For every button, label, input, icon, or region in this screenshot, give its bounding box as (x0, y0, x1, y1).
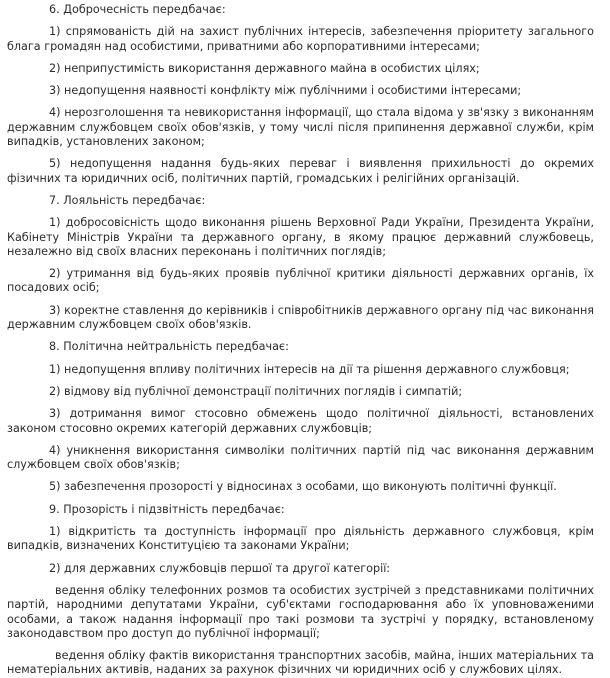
paragraph: 2) для державних службовців першої та другої категорії: (49, 561, 391, 575)
paragraph: 4) нерозголошення та невикористання інформації, що стала відома у зв'язку з виконанням державним службовцем своїх обов'язків, у тому числі після припинення державної служби, крім випадків, установлених законом; (7, 106, 594, 149)
paragraph: 5) забезпечення прозорості у відносинах з особами, що виконують політичні функції. (49, 480, 557, 494)
paragraph: 3) недопущення наявності конфлікту між публічними і особистими інтересами; (49, 84, 522, 98)
paragraph: 2) відмову від публічної демонстрації політичних поглядів і симпатій; (49, 384, 463, 398)
section-heading-integrity: 6. Доброчесність передбачає: (49, 3, 226, 16)
paragraph: 5) недопущення надання будь-яких переваг і виявлення прихильності до окремих фізичних та юридичних осіб, політичних партій, громадських і релігійних організацій. (7, 157, 594, 185)
section-heading-political-neutrality: 8. Політична нейтральність передбачає: (49, 340, 289, 354)
paragraph: 4) уникнення використання символіки політичних партій під час виконання державним службовцем своїх обов'язків; (7, 443, 594, 472)
section-heading-loyalty: 7. Лояльність передбачає: (49, 193, 206, 207)
paragraph: 3) коректне ставлення до керівників і співробітників державного органу під час виконання державним службовцем своїх обов'язків. (7, 303, 594, 332)
paragraph: 1) добросовісність щодо виконання рішень Верховної Ради України, Президента України, Кабінету Міністрів України та державного органу, в якому працює державний службовець, незалежно від своїх власних переконань і політичних поглядів; (7, 216, 594, 258)
paragraph: 1) спрямованість дій на захист публічних інтересів, забезпечення пріоритету загального блага громадян над особистими, приватними або корпоративними інтересами; (7, 25, 594, 53)
paragraph: 2) утримання від будь-яких проявів публічної критики діяльності державних органів, їх посадових осіб; (7, 267, 594, 295)
paragraph: 2) неприпустимість використання державного майна в особистих цілях; (49, 61, 480, 75)
paragraph: ведення обліку телефонних розмов та особистих зустрічей з представниками політичних партій, народними депутатами України, суб'єктами господарювання або їх уповноваженими особами, а також надання інформації про такі розмови та зустрічі у порядку, встановленому законодавством про доступ до публічної інформації; (7, 583, 594, 640)
paragraph: 1) відкритість та доступність інформації про діяльність державного службовця, крім випадків, визначених Конституцією та законами України; (7, 525, 594, 553)
paragraph: ведення обліку фактів використання транспортних засобів, майна, інших матеріальних та нематеріальних активів, наданих за рахунок фізичних чи юридичних осіб у службових цілях. (7, 649, 594, 677)
paragraph: 1) недопущення впливу політичних інтересів на дії та рішення державного службовця; (49, 362, 570, 376)
section-heading-transparency: 9. Прозорість і підзвітність передбачає: (49, 502, 285, 516)
paragraph: 3) дотримання вимог стосовно обмежень щодо політичної діяльності, встановлених законом стосовно окремих категорій державних службовців; (7, 407, 594, 435)
